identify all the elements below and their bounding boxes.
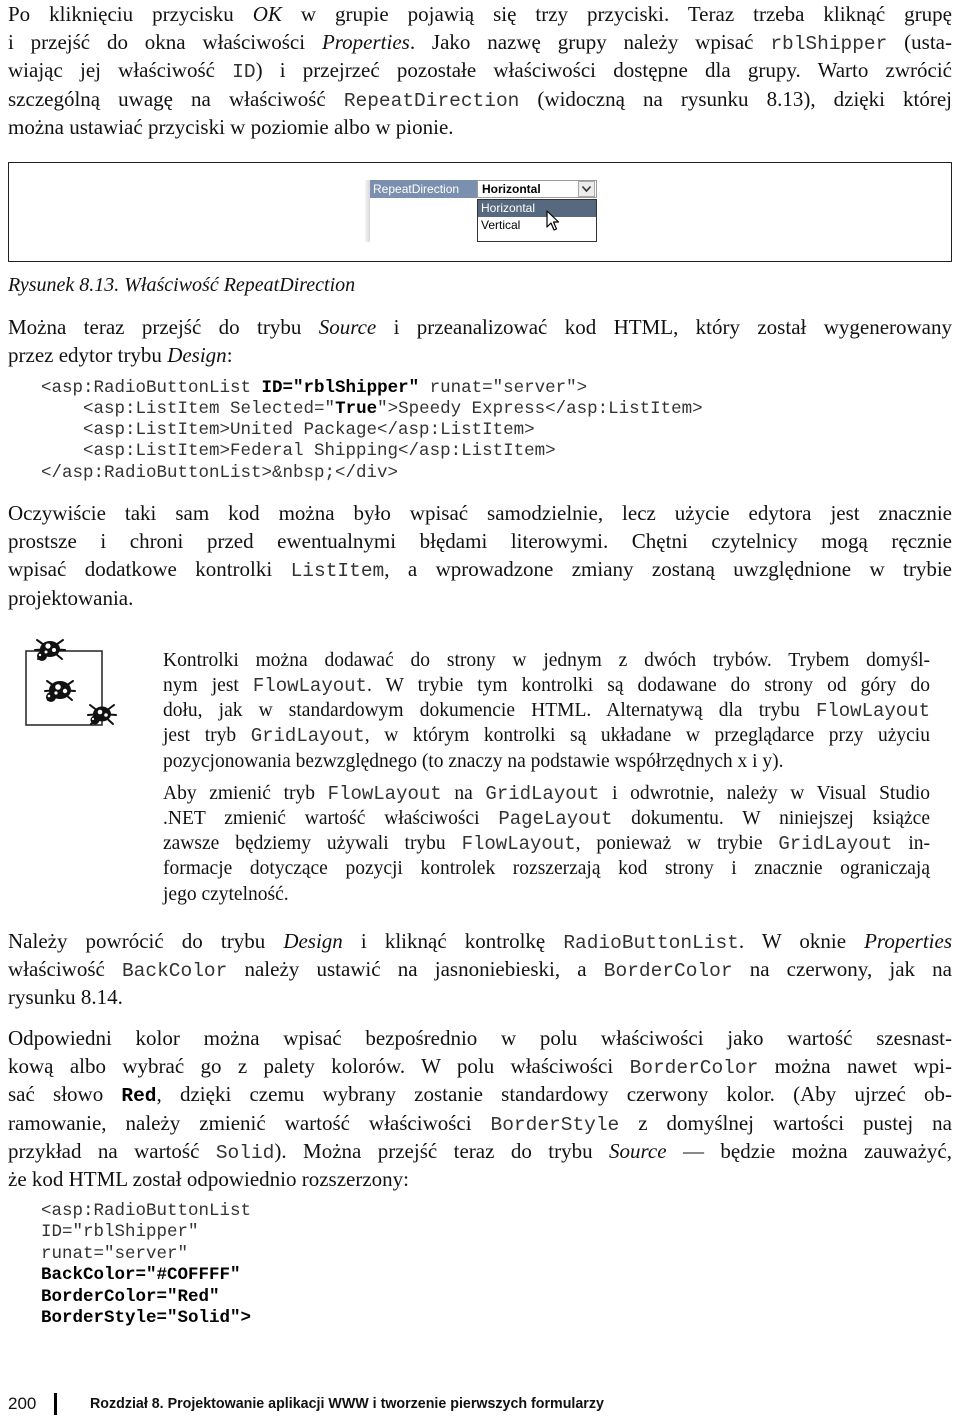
text-run: .NET zmienić wartość właściwości: [163, 807, 499, 829]
text-run: ramowanie, należy zmienić wartość właściwości: [8, 1110, 491, 1135]
text-run: , ponieważ w trybie: [575, 833, 779, 854]
text-run: i kliknąć kontrolkę: [342, 929, 564, 953]
text-run: formacje dotyczące pozycji kontrolek rozszerzają kod strony i znacznie ograniczają: [163, 858, 930, 880]
text-run: wpisać dodatkowe kontrolki: [8, 557, 291, 582]
inline-code: Solid: [215, 1141, 275, 1164]
code-text: BorderColor="Red": [41, 1286, 220, 1307]
text-run: i przejść do okna właściwości: [8, 30, 322, 55]
inline-code: BackColor: [121, 960, 228, 983]
inline-code: FlowLayout: [815, 700, 930, 722]
text-line: [41, 1244, 941, 1265]
text-line: [8, 1109, 952, 1137]
text-line: [163, 723, 930, 748]
inline-code: RepeatDirection: [343, 89, 520, 112]
text-run: i odwrotnie, należy w Visual Studio: [599, 782, 930, 804]
code-text: runat="server">: [419, 377, 588, 398]
text-line: [163, 749, 930, 774]
inline-code: PageLayout: [498, 807, 613, 830]
inline-code: BorderColor: [603, 960, 733, 983]
text-line: [8, 527, 952, 555]
text-run: można nawet wpi-: [758, 1054, 952, 1079]
inline-code: BorderStyle: [490, 1113, 620, 1136]
code-text: <asp:ListItem>Federal Shipping</asp:ListItem>: [41, 441, 556, 462]
text-line: [8, 584, 952, 612]
text-run: prostsze i chroni przed ewentualnymi błędami literowymi. Chętni czytelnicy mogą ręcznie: [8, 529, 952, 554]
design-mode-paragraph: [8, 927, 952, 1012]
code-text: ID="rblShipper": [261, 377, 420, 398]
text-line: [41, 420, 941, 441]
footer-divider: [54, 1393, 57, 1415]
text-run: Aby zmienić tryb: [163, 782, 328, 804]
inline-code: GridLayout: [778, 833, 893, 855]
text-line: [8, 1137, 952, 1165]
text-run: w grupie pojawią się trzy przyciski. Teraz trzeba kliknąć grupę: [281, 2, 952, 26]
text-run: nym jest: [163, 674, 253, 696]
dropdown-button: [578, 181, 595, 197]
text-run: wiając jej właściwość: [8, 58, 233, 83]
code-text: <asp:ListItem Selected=": [41, 398, 336, 419]
text-run: (usta-: [887, 30, 952, 55]
text-run: pozycjonowania bezwzględnego (to znaczy na podstawie współrzędnych x i y).: [163, 750, 784, 772]
text-run: jego czytelność.: [163, 883, 289, 905]
intro-paragraph: [8, 0, 952, 141]
text-run: jest tryb: [163, 725, 251, 747]
inline-code: RadioButtonList: [563, 932, 739, 954]
generated-code-block: [41, 378, 941, 484]
note-paragraph-1: [163, 648, 930, 774]
page-number: 200: [8, 1394, 37, 1413]
text-line: [8, 56, 952, 84]
emphasis-text: Design: [167, 343, 227, 368]
text-run: . W trybie tym kontrolki są dodawane do strony od góry do: [366, 674, 930, 696]
inline-code: FlowLayout: [461, 833, 576, 855]
text-run: dokumentu. W niniejszej książce: [612, 807, 930, 829]
text-line: [8, 955, 952, 983]
text-run: można ustawiać przyciski w poziomie albo w pionie.: [8, 114, 454, 139]
emphasis-text: Source: [318, 315, 377, 339]
editor-remark-paragraph: [8, 499, 952, 612]
text-run: właściwość: [8, 957, 122, 982]
text-line: [41, 1308, 941, 1329]
text-run: kową albo wybrać go z palety kolorów. W polu właściwości: [8, 1054, 630, 1079]
dropdown-list: [477, 199, 597, 242]
text-run: należy ustawić na jasnoniebieski, a: [227, 957, 604, 982]
text-line: [41, 399, 941, 420]
text-line: [163, 781, 930, 806]
inline-code: ListItem: [290, 560, 385, 583]
text-line: [8, 341, 952, 369]
extended-code-block: [41, 1201, 941, 1329]
text-run: szczególną uwagę na właściwość: [8, 86, 344, 111]
code-text: BorderStyle="Solid">: [41, 1307, 252, 1328]
text-run: . Jako nazwę grupy należy wpisać: [409, 30, 771, 55]
text-line: [41, 1265, 941, 1286]
text-line: [41, 1222, 941, 1243]
text-line: [8, 983, 952, 1011]
text-line: [163, 831, 930, 856]
code-text: True: [335, 398, 378, 419]
text-line: [41, 1201, 941, 1222]
emphasis-text: OK: [252, 2, 282, 26]
inline-code: rblShipper: [770, 33, 888, 56]
text-line: [41, 1287, 941, 1308]
text-run: in-: [892, 833, 930, 854]
figure-8-13: [8, 162, 952, 262]
text-line: [8, 85, 952, 113]
inline-code: BorderColor: [629, 1057, 759, 1080]
note-paragraph-2: [163, 781, 930, 907]
emphasis-text: Properties: [321, 30, 410, 55]
text-run: rysunku 8.14.: [8, 985, 123, 1010]
text-run: z domyślnej wartości pustej na: [619, 1110, 952, 1135]
scorpion-note-icon: [22, 632, 122, 742]
text-run: Należy powrócić do trybu: [8, 929, 284, 953]
text-line: [8, 1165, 952, 1193]
code-text: ">Speedy Express</asp:ListItem>: [377, 398, 703, 419]
text-run: i przeanalizować kod HTML, który został wygenerowany: [376, 315, 952, 339]
text-run: na: [441, 782, 486, 804]
source-mode-paragraph: [8, 313, 952, 369]
text-line: [8, 927, 952, 955]
code-text: <asp:RadioButtonList: [41, 1201, 252, 1221]
text-line: [163, 856, 930, 881]
text-run: ). Można przejść teraz do trybu: [274, 1138, 609, 1163]
chevron-down-icon: [581, 185, 592, 193]
text-run: na czerwony, jak na: [732, 957, 953, 982]
text-line: [8, 0, 952, 28]
inline-code: FlowLayout: [327, 782, 442, 805]
text-line: [163, 648, 930, 673]
text-line: [41, 378, 941, 399]
figure-caption: Rysunek 8.13. Właściwość RepeatDirection: [8, 274, 356, 296]
code-text: ID="rblShipper": [41, 1222, 199, 1243]
text-line: [163, 882, 930, 907]
emphasis-text: Properties: [864, 929, 952, 953]
text-line: [8, 1052, 952, 1080]
text-line: [41, 463, 941, 484]
text-line: [8, 499, 952, 527]
emphasis-text: Design: [283, 929, 343, 953]
text-run: Odpowiedni kolor można wpisać bezpośrednio w polu właściwości jako wartość szesnast-: [8, 1026, 952, 1050]
text-run: przez edytor trybu: [8, 343, 168, 368]
dropdown-option-vertical: Vertical: [481, 218, 521, 232]
dropdown-option-horizontal: Horizontal: [478, 200, 596, 217]
text-line: [163, 673, 930, 698]
mouse-cursor-icon: [546, 210, 560, 232]
text-run: Oczywiście taki sam kod można było wpisać samodzielnie, lecz użycie edytora jest znacznie: [8, 501, 952, 525]
inline-code: Red: [121, 1085, 157, 1108]
code-text: BackColor="#COFFFF": [41, 1265, 241, 1286]
inline-code: GridLayout: [485, 782, 600, 805]
text-run: , w którym kontrolki są układane w przeglądarce przy użyciu: [364, 725, 930, 747]
code-text: <asp:RadioButtonList: [41, 377, 262, 398]
inline-code: ID: [232, 61, 256, 84]
text-run: sać słowo: [8, 1082, 122, 1107]
text-run: Można teraz przejść do trybu: [8, 315, 319, 339]
text-line: [41, 441, 941, 462]
property-value-cell: Horizontal: [477, 180, 597, 198]
text-run: :: [226, 343, 233, 368]
code-text: <asp:ListItem>United Package</asp:ListItem>: [41, 420, 535, 440]
text-run: Kontrolki można dodawać do strony w jednym z dwóch trybów. Trybem domyśl-: [163, 649, 930, 671]
text-run: — będzie można zauważyć,: [666, 1138, 952, 1163]
text-line: [8, 313, 952, 341]
text-run: dołu, jak w standardowym dokumencie HTML. Alternatywą dla trybu: [163, 700, 816, 721]
text-run: przykład na wartość: [8, 1138, 216, 1163]
running-footer-title: Rozdział 8. Projektowanie aplikacji WWW i tworzenie pierwszych formularzy: [90, 1395, 604, 1412]
text-line: [8, 555, 952, 583]
text-run: Po kliknięciu przycisku: [8, 2, 253, 26]
text-line: [8, 1024, 952, 1052]
code-text: </asp:RadioButtonList>&nbsp;</div>: [41, 462, 399, 483]
text-line: [163, 698, 930, 723]
text-run: . W oknie: [738, 929, 865, 953]
color-hint-paragraph: [8, 1024, 952, 1193]
code-text: runat="server": [41, 1243, 189, 1264]
inline-code: GridLayout: [250, 725, 365, 748]
text-line: [163, 806, 930, 831]
text-run: zawsze będziemy używali trybu: [163, 833, 462, 854]
emphasis-text: Source: [609, 1138, 667, 1163]
text-line: [8, 1080, 952, 1108]
inline-code: FlowLayout: [252, 674, 367, 697]
property-name-cell: RepeatDirection: [370, 180, 477, 198]
text-line: [8, 113, 952, 141]
text-run: , dzięki czemu wybrany zostanie standardowy czerwony kolor. (Aby ujrzeć ob-: [156, 1082, 952, 1107]
text-run: że kod HTML został odpowiednio rozszerzony:: [8, 1166, 410, 1191]
text-run: ) i przejrzeć pozostałe właściwości dostępne dla grupy. Warto zwrócić: [255, 58, 952, 83]
text-run: projektowania.: [8, 585, 134, 610]
text-run: , a wprowadzone zmiany zostaną uwzględnione w trybie: [384, 557, 952, 582]
text-run: (widoczną na rysunku 8.13), dzięki której: [519, 86, 953, 111]
text-line: [8, 28, 952, 56]
